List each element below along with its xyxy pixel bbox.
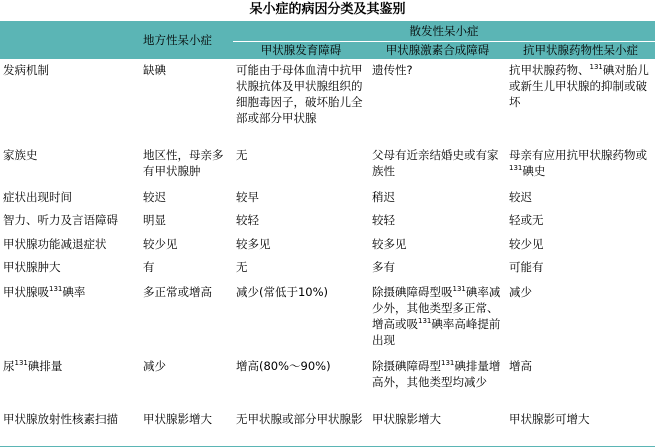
cell: 母亲有应用抗甲状腺药物或$^{131}$碘史: [509, 147, 647, 178]
etiology-table: [0, 21, 655, 447]
row-label: 甲状腺吸$^{131}$碘率: [3, 285, 86, 300]
header-hormone-synthesis: 甲状腺激素合成障碍: [369, 41, 506, 59]
row-label: 甲状腺功能减退症状: [3, 236, 107, 251]
row-label: 家族史: [3, 147, 38, 162]
header-blank: [0, 21, 140, 59]
cell: 多有: [372, 259, 395, 274]
cell: 除摄碘障碍型$^{131}$碘排量增高外，其他类型均减少: [372, 359, 501, 390]
table-row: [0, 281, 655, 355]
cell: 较迟: [509, 190, 532, 205]
cell: 抗甲状腺药物、$^{131}$碘对胎儿或新生儿甲状腺的抑制或破坏: [509, 63, 649, 109]
cell: 轻或无: [509, 213, 544, 228]
table-row: [0, 256, 655, 281]
cell: 地区性，母亲多有甲状腺肿: [143, 147, 224, 178]
table-title: 呆小症的病因分类及其鉴别: [249, 2, 406, 17]
header-antithyroid-drug: 抗甲状腺药物性呆小症: [506, 41, 655, 59]
cell: 无: [236, 147, 248, 162]
cell: 增高: [509, 359, 532, 374]
cell: 甲状腺影增大: [369, 408, 506, 446]
table-row: [0, 186, 655, 209]
cell: 减少: [509, 285, 532, 300]
cell: 甲状腺影增大: [140, 408, 233, 446]
cell: 较少见: [143, 236, 178, 251]
table-row: [0, 59, 655, 144]
cell: 减少: [143, 359, 166, 374]
header-sporadic-group: 散发性呆小症: [233, 21, 655, 41]
cell: 较早: [236, 190, 259, 205]
row-label: 智力、听力及言语障碍: [3, 213, 118, 228]
cell: 甲状腺影可增大: [506, 408, 655, 446]
cell: 较少见: [509, 236, 544, 251]
cell: 较轻: [372, 213, 395, 228]
cell: 缺碘: [143, 63, 166, 77]
header-thyroid-dysgenesis: 甲状腺发育障碍: [233, 41, 369, 59]
cell: 有: [143, 259, 155, 274]
table-row: [0, 209, 655, 232]
cell: 较迟: [143, 190, 166, 205]
cell: 多正常或增高: [143, 285, 212, 300]
table-row: [0, 408, 655, 446]
row-label: 发病机制: [3, 63, 49, 77]
cell: 增高(80%～90%): [236, 359, 331, 374]
cell: 明显: [143, 213, 166, 228]
cell: 较多见: [372, 236, 407, 251]
header-row-1: [0, 21, 655, 41]
cell: 稍迟: [372, 190, 395, 205]
row-label: 甲状腺肿大: [3, 259, 61, 274]
cell: 较多见: [236, 236, 271, 251]
cell: 可能由于母体血清中抗甲状腺抗体及甲状腺组织的细胞毒因子，破坏胎儿全部或部分甲状腺: [236, 63, 363, 125]
cell: 遗传性?: [372, 63, 413, 77]
cell: 减少(常低于10%): [236, 285, 329, 300]
cell: 除摄碘障碍型吸$^{131}$碘率减少外，其他类型多正常、增高或吸$^{131}$碘率高峰提前出现: [372, 285, 501, 348]
table-row: [0, 233, 655, 256]
row-label: 症状出现时间: [3, 190, 72, 205]
table-row: [0, 355, 655, 408]
cell: 较轻: [236, 213, 259, 228]
row-label: 甲状腺放射性核素扫描: [0, 408, 140, 446]
cell: 父母有近亲结婚史或有家族性: [372, 147, 499, 178]
row-label: 尿$^{131}$碘排量: [3, 359, 63, 374]
table-row: [0, 144, 655, 186]
cell: 可能有: [509, 259, 544, 274]
header-endemic: 地方性呆小症: [140, 21, 233, 59]
cell: 无甲状腺或部分甲状腺影: [233, 408, 369, 446]
cell: 无: [236, 259, 248, 274]
